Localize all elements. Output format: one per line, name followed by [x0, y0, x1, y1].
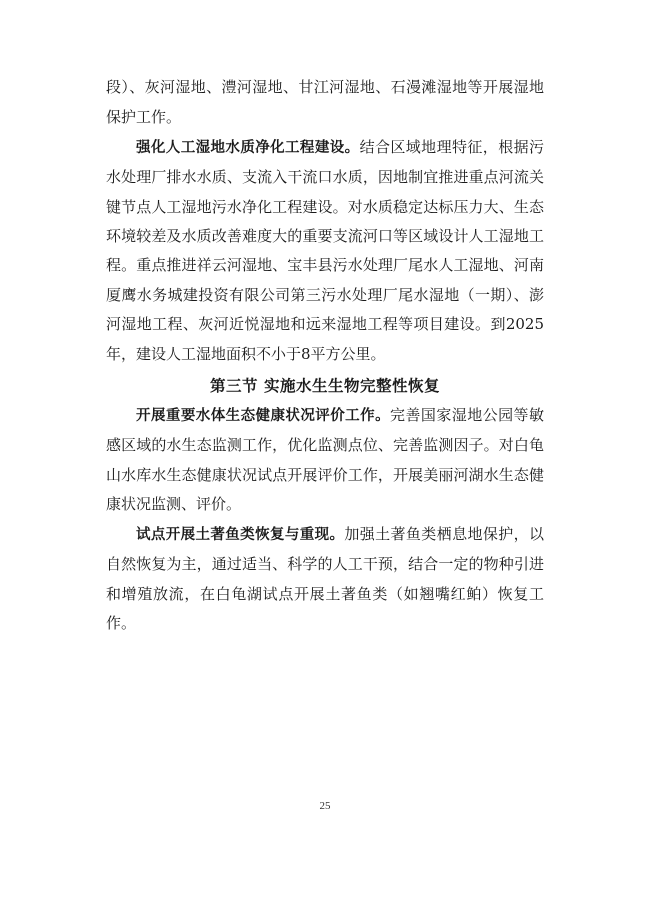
- page-body: [106, 73, 544, 638]
- section-heading: 第三节 实施水生生物完整性恢复: [210, 377, 440, 396]
- paragraph-lead: 开展重要水体生态健康状况评价工作。: [136, 408, 391, 425]
- paragraph-lead: 试点开展土著鱼类恢复与重现。: [136, 526, 345, 543]
- paragraph-ecological-health-evaluation: [106, 401, 544, 520]
- paragraph-artificial-wetland: [106, 133, 544, 369]
- paragraph-wetland-protection-continued: [106, 73, 544, 133]
- paragraph-text: 加强土著鱼类栖息地保护，以自然恢复为主，通过适当、科学的人工干预，结合一定的物种引进和增殖放流，在白龟湖试点开展土著鱼类（如翘嘴红鲌）恢复工作。: [106, 524, 544, 632]
- paragraph-text: 段）、灰河湿地、澧河湿地、甘江河湿地、石漫滩湿地等开展湿地保护工作。: [106, 78, 544, 127]
- page-number: 25: [319, 800, 331, 812]
- paragraph-text: 完善国家湿地公园等敏感区域的水生态监测工作，优化监测点位、完善监测因子。对白龟山水库水生态健康状况试点开展评价工作，开展美丽河湖水生态健康状况监测、评价。: [106, 406, 544, 514]
- paragraph-lead: 强化人工湿地水质净化工程建设。: [136, 139, 360, 156]
- paragraph-text: 结合区域地理特征，根据污水处理厂排水水质、支流入干流口水质，因地制宜推进重点河流关键节点人工湿地污水净化工程建设。对水质稳定达标压力大、生态环境较差及水质改善难度大的重要支流河口等区域设计人工湿地工程。重点推进祥云河湿地、宝丰县污水处理厂尾水人工湿地、河南厦鹰水务城建投资有限公司第三污水处理厂尾水湿地（一期）、澎河湿地工程、灰河近悦湿地和远来湿地工程等项目建设。到2025年，建设人工湿地面积不小于8平方公里。: [106, 137, 544, 363]
- paragraph-native-fish-restoration: [106, 520, 544, 639]
